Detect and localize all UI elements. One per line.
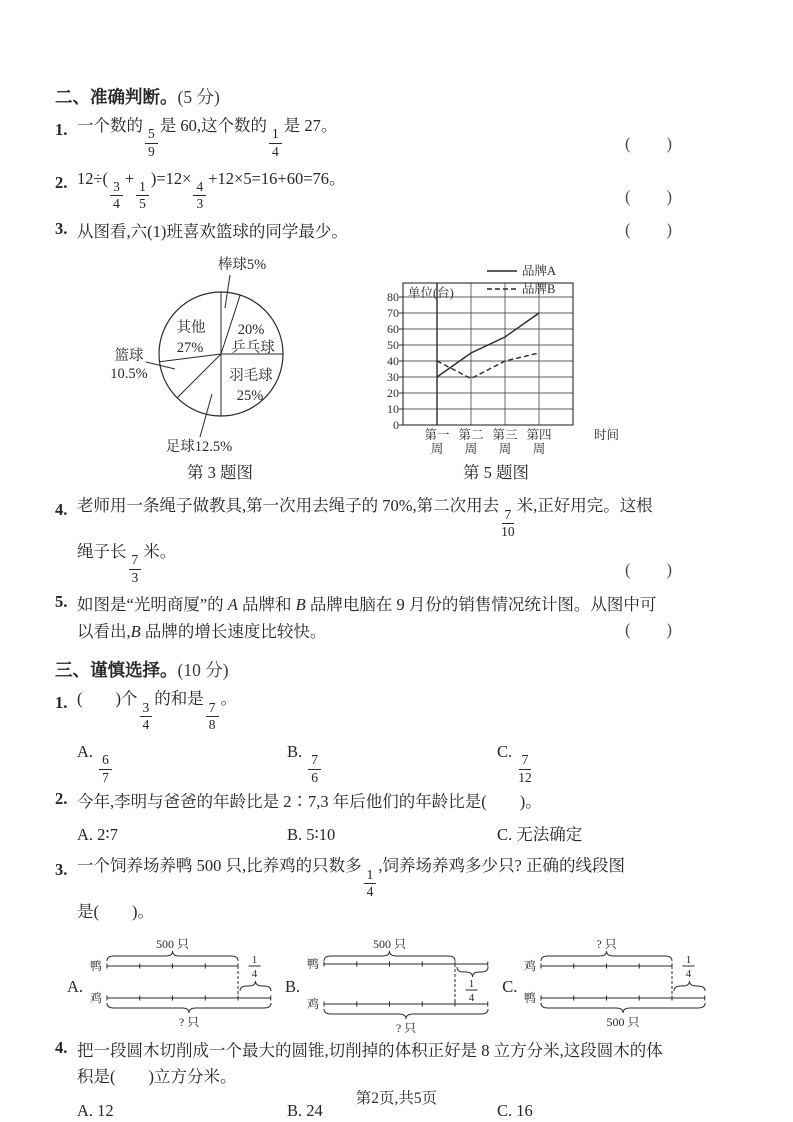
question-item: [55, 853, 673, 925]
segment-diagram-a: [67, 938, 277, 1036]
question-line: 绳子长 $\frac{7}{3}$ 米。: [77, 542, 177, 585]
section-judge-title-text: 二、准确判断。: [55, 87, 178, 107]
choice-option: C. 16: [497, 1101, 533, 1121]
svg-text:500 只: 500 只: [373, 937, 407, 951]
question-number: 2.: [55, 788, 68, 808]
svg-text:0: 0: [393, 418, 399, 433]
answer-bracket: ( ): [625, 186, 673, 206]
svg-text:篮球: 篮球: [114, 348, 144, 365]
question-line: 老师用一条绳子做教具,第一次用去绳子的 70%,第二次用去 $\frac{7}{10}$ 米,正好用完。这根: [77, 496, 653, 539]
fraction: $\frac{1}{5}$: [136, 180, 149, 211]
question-line: 一个饲养场养鸭 500 只,比养鸡的只数多 $\frac{1}{4}$ ,饲养场养鸡多少只? 正确的线段图: [77, 856, 625, 899]
question-item: [55, 1038, 673, 1091]
page-content: [55, 84, 692, 1122]
svg-text:20: 20: [387, 386, 399, 401]
svg-text:单位(台): 单位(台): [408, 286, 454, 301]
question-line: 以看出,B 品牌的增长速度比较快。: [77, 621, 327, 641]
question-item: [55, 166, 673, 212]
section-judge-points: (5 分): [177, 87, 220, 107]
svg-text:20%: 20%: [237, 322, 265, 339]
pie-figure: [99, 252, 341, 483]
svg-text:其他: 其他: [176, 320, 206, 337]
options-row: [55, 739, 673, 785]
svg-text:鸭: 鸭: [524, 990, 537, 1005]
choice-items: [55, 686, 692, 1122]
svg-text:80: 80: [387, 290, 399, 305]
question-line: 积是( )立方分米。: [77, 1067, 237, 1087]
svg-text:品牌A: 品牌A: [522, 264, 557, 279]
choice-option: B. $\frac{7}{6}$: [287, 739, 497, 785]
svg-text:鸡: 鸡: [524, 958, 537, 973]
section-choice-title: [55, 657, 673, 682]
choice-option: A. 2∶7: [77, 825, 118, 845]
question-line: 一个数的 $\frac{5}{9}$ 是 60,这个数的 $\frac{1}{4}$ 是 27。: [77, 116, 338, 159]
svg-text:30: 30: [387, 370, 399, 385]
svg-text:品牌B: 品牌B: [522, 282, 556, 297]
svg-text:第一周: 第一周: [424, 428, 450, 457]
svg-text:时间: 时间: [594, 428, 620, 443]
diagram-option-letter: B.: [285, 976, 301, 996]
question-number: 3.: [55, 218, 68, 238]
pie-figure-caption: 第 3 题图: [187, 463, 253, 483]
choice-option: A. 12: [77, 1101, 114, 1121]
svg-text:鸭: 鸭: [90, 958, 103, 973]
question-item: [55, 113, 673, 159]
question-item: [55, 592, 673, 645]
svg-text:鸡: 鸡: [90, 990, 103, 1005]
segment-diagram-c: [502, 938, 711, 1036]
fraction: $\frac{7}{8}$: [206, 701, 219, 732]
svg-text:4: 4: [686, 967, 692, 980]
answer-bracket: ( ): [625, 559, 673, 579]
figures-row: [99, 252, 673, 483]
question-line: 12÷( $\frac{3}{4}$ + $\frac{1}{5}$ )=12× $\frac{4}{3}$ +12×5=16+60=76。: [77, 168, 346, 212]
fraction: $\frac{3}{4}$: [140, 701, 153, 732]
pie-chart: [99, 252, 341, 457]
choice-option: A. $\frac{6}{7}$: [77, 739, 287, 785]
section-choice-points: (10 分): [177, 660, 229, 681]
svg-text:4: 4: [251, 967, 258, 980]
page-footer: 第2页,共5页: [355, 1090, 438, 1107]
fraction: $\frac{7}{12}$: [518, 752, 532, 785]
svg-text:50: 50: [387, 338, 399, 353]
choice-option: C. $\frac{7}{12}$: [497, 741, 532, 785]
question-number: 4.: [55, 500, 68, 520]
svg-text:25%: 25%: [236, 388, 264, 405]
fraction: $\frac{3}{4}$: [110, 180, 123, 211]
line-segment-diagram: [302, 938, 494, 1036]
svg-text:4: 4: [468, 991, 475, 1004]
answer-bracket: ( ): [625, 620, 673, 640]
question-line: 如图是“光明商厦”的 A 品牌和 B 品牌电脑在 9 月份的销售情况统计图。从图中可: [77, 594, 657, 614]
svg-text:1: 1: [468, 977, 475, 990]
svg-text:乒乓球: 乒乓球: [231, 340, 275, 357]
question-number: 3.: [55, 860, 68, 880]
question-number: 2.: [55, 172, 68, 192]
svg-text:? 只: ? 只: [596, 937, 617, 951]
line-segment-diagram: [85, 938, 277, 1036]
section-judge-title: [55, 84, 673, 109]
diagram-option-letter: C.: [502, 976, 518, 996]
fraction: $\frac{7}{3}$: [129, 553, 142, 584]
svg-text:1: 1: [686, 953, 692, 966]
choice-option: B. 5∶10: [287, 825, 336, 845]
svg-text:棒球5%: 棒球5%: [217, 257, 267, 274]
segment-diagrams-row: [67, 937, 692, 1036]
choice-option: C. 无法确定: [497, 825, 583, 845]
judge-items-1-3: [55, 113, 673, 245]
fraction: $\frac{7}{6}$: [308, 753, 321, 784]
svg-text:40: 40: [387, 354, 399, 369]
question-line: 是( )。: [77, 901, 154, 921]
question-line: 把一段圆木切削成一个最大的圆锥,切削掉的体积正好是 8 立方分米,这段圆木的体: [77, 1040, 663, 1060]
fraction: $\frac{6}{7}$: [99, 753, 112, 784]
svg-text:500 只: 500 只: [606, 1014, 640, 1029]
svg-text:第四周: 第四周: [526, 428, 552, 457]
fraction: $\frac{1}{4}$: [269, 127, 282, 158]
svg-text:鸡: 鸡: [307, 996, 320, 1011]
svg-text:70: 70: [387, 306, 399, 321]
svg-text:500 只: 500 只: [156, 937, 190, 951]
fraction: $\frac{1}{4}$: [364, 868, 377, 899]
question-line: 从图看,六(1)班喜欢篮球的同学最少。: [77, 221, 348, 241]
svg-text:羽毛球: 羽毛球: [229, 368, 273, 385]
question-number: 5.: [55, 591, 68, 611]
svg-text:? 只: ? 只: [396, 1020, 417, 1035]
line-chart-figure: [367, 259, 625, 483]
line-chart: [367, 259, 625, 457]
question-line: ( )个 $\frac{3}{4}$ 的和是 $\frac{7}{8}$ 。: [77, 689, 237, 732]
line-segment-diagram: [519, 938, 711, 1036]
question-item: [55, 789, 673, 816]
svg-text:第三周: 第三周: [492, 428, 518, 457]
answer-bracket: ( ): [625, 133, 673, 153]
svg-text:鸭: 鸭: [307, 956, 320, 971]
svg-text:60: 60: [387, 322, 399, 337]
segment-diagram-b: [285, 938, 494, 1036]
line-chart-caption: 第 5 题图: [463, 463, 529, 483]
options-row: [55, 822, 673, 849]
question-item: [55, 493, 673, 585]
svg-text:足球12.5%: 足球12.5%: [165, 439, 233, 456]
svg-text:? 只: ? 只: [178, 1014, 200, 1029]
svg-text:10.5%: 10.5%: [110, 366, 148, 383]
question-number: 4.: [55, 1037, 68, 1057]
section-choice-title-text: 三、谨慎选择。: [55, 660, 178, 681]
fraction: $\frac{5}{9}$: [145, 127, 158, 158]
question-number: 1.: [55, 693, 68, 713]
judge-items-4-5: [55, 493, 673, 645]
svg-text:10: 10: [387, 402, 399, 417]
fraction: $\frac{7}{10}$: [501, 506, 515, 539]
diagram-option-letter: A.: [67, 976, 84, 996]
fraction: $\frac{4}{3}$: [193, 180, 206, 211]
question-item: [55, 686, 673, 732]
question-line: 今年,李明与爸爸的年龄比是 2∶7,3 年后他们的年龄比是( )。: [77, 791, 542, 811]
svg-text:第二周: 第二周: [458, 428, 484, 457]
svg-text:27%: 27%: [176, 340, 204, 357]
svg-text:1: 1: [251, 953, 258, 966]
question-number: 1.: [55, 120, 68, 139]
choice-option: B. 24: [287, 1101, 323, 1121]
answer-bracket: ( ): [625, 220, 673, 240]
question-item: [55, 219, 673, 246]
